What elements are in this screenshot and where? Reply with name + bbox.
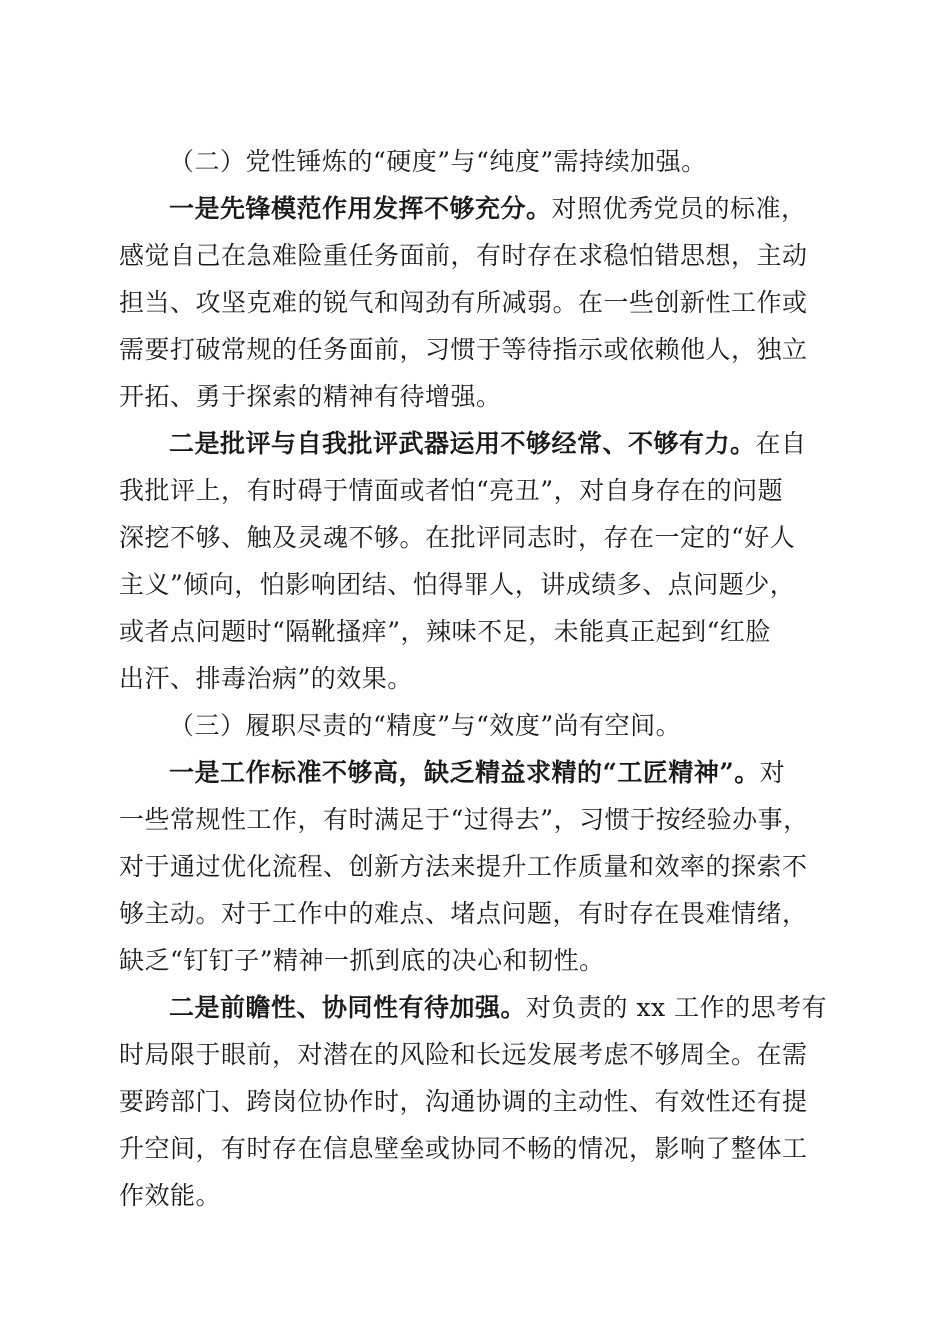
paragraph-lead: 二是批评与自我批评武器运用不够经常、不够有力。: [169, 429, 756, 458]
paragraph-line: 作效能。: [119, 1181, 222, 1210]
paragraph-line: 要跨部门、跨岗位协作时，沟通协调的主动性、有效性还有提: [119, 1087, 808, 1116]
paragraph-lead: 一是工作标准不够高，缺乏精益求精的“工匠精神”。: [169, 758, 760, 787]
paragraph: [119, 185, 831, 420]
paragraph-line: 时局限于眼前，对潜在的风险和长远发展考虑不够周全。在需: [119, 1040, 808, 1069]
paragraph-line: 对于通过优化流程、创新方法来提升工作质量和效率的探索不: [119, 852, 808, 881]
paragraph-line: 在自: [755, 429, 807, 458]
paragraph: [119, 420, 831, 702]
paragraph-line: 对照优秀党员的标准，: [551, 194, 807, 223]
paragraph-line: 开拓、勇于探索的精神有待增强。: [119, 382, 502, 411]
paragraph-line: 对负责的 xx 工作的思考有: [526, 993, 828, 1022]
paragraph-line: 主义”倾向，怕影响团结、怕得罪人，讲成绩多、点问题少，: [119, 570, 796, 599]
paragraph: [119, 984, 831, 1219]
paragraph-line: 出汗、排毒治病”的效果。: [119, 664, 413, 693]
paragraph-line: 担当、攻坚克难的锐气和闯劲有所减弱。在一些创新性工作或: [119, 288, 808, 317]
paragraph-line: 我批评上，有时碍于情面或者怕“亮丑”，对自身存在的问题: [119, 476, 784, 505]
paragraph: [119, 749, 831, 984]
paragraph-lead: 一是先锋模范作用发挥不够充分。: [169, 194, 552, 223]
paragraph-line: 一些常规性工作，有时满足于“过得去”，习惯于按经验办事，: [119, 805, 809, 834]
section-heading: （三）履职尽责的“精度”与“效度”尚有空间。: [169, 711, 682, 740]
paragraph-lead: 二是前瞻性、协同性有待加强。: [169, 993, 527, 1022]
paragraph-line: 深挖不够、触及灵魂不够。在批评同志时，存在一定的“好人: [119, 523, 796, 552]
document-page: [119, 138, 831, 1219]
paragraph-line: 对: [759, 758, 786, 787]
section-heading: （二）党性锤炼的“硬度”与“纯度”需持续加强。: [169, 147, 707, 176]
paragraph-line: 或者点问题时“隔靴搔痒”，辣味不足，未能真正起到“红脸: [119, 617, 771, 646]
paragraph-line: 缺乏“钉钉子”精神一抓到底的决心和韧性。: [119, 946, 605, 975]
paragraph-line: 够主动。对于工作中的难点、堵点问题，有时存在畏难情绪，: [119, 899, 808, 928]
paragraph-line: 需要打破常规的任务面前，习惯于等待指示或依赖他人，独立: [119, 335, 808, 364]
paragraph-line: 升空间，有时存在信息壁垒或协同不畅的情况，影响了整体工: [119, 1134, 808, 1163]
paragraph-line: 感觉自己在急难险重任务面前，有时存在求稳怕错思想，主动: [119, 241, 808, 270]
